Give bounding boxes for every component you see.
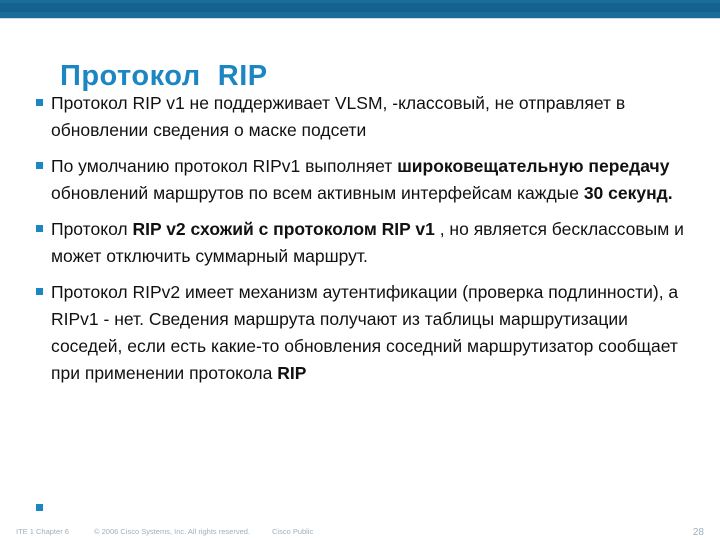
bullet-list	[36, 90, 701, 396]
bullet-marker	[36, 504, 43, 511]
footer-classification: Cisco Public	[272, 527, 314, 536]
bullet-item	[36, 153, 701, 207]
bullet-marker	[36, 225, 43, 232]
bullet-marker	[36, 99, 43, 106]
bullet-item	[36, 279, 701, 387]
bullet-text: Протокол RIPv2 имеет механизм аутентификации (проверка подлинности), а RIPv1 - нет. Сведения маршрута получают из таблицы маршрутизации соседей, если есть какие-то обновления соседний маршрутизатор сообщает при применении протокола RIP	[51, 282, 679, 383]
header-bar-strip	[0, 3, 720, 12]
bullet-text: Протокол RIP v1 не поддерживает VLSM, -классовый, не отправляет в обновлении сведения о маске подсети	[51, 93, 626, 140]
header-bar	[0, 0, 720, 18]
bullet-item	[36, 216, 701, 270]
bullet-marker	[36, 288, 43, 295]
bullet-marker	[36, 162, 43, 169]
header-divider	[0, 18, 720, 19]
bullet-item	[36, 90, 701, 144]
bullet-text: Протокол RIP v2 схожий с протоколом RIP v1 , но является бесклассовым и может отключить суммарный маршрут.	[51, 219, 684, 266]
footer-copyright: © 2006 Cisco Systems, Inc. All rights reserved.	[94, 527, 251, 536]
slide-footer	[0, 520, 720, 540]
page-number: 28	[692, 527, 704, 538]
slide-title: Протокол RIP	[60, 60, 268, 92]
footer-chapter: ITE 1 Chapter 6	[16, 527, 69, 536]
bullet-item-empty	[36, 495, 51, 522]
bullet-text: По умолчанию протокол RIPv1 выполняет широковещательную передачу обновлений маршрутов по всем активным интерфейсам каждые 30 секунд.	[51, 156, 673, 203]
